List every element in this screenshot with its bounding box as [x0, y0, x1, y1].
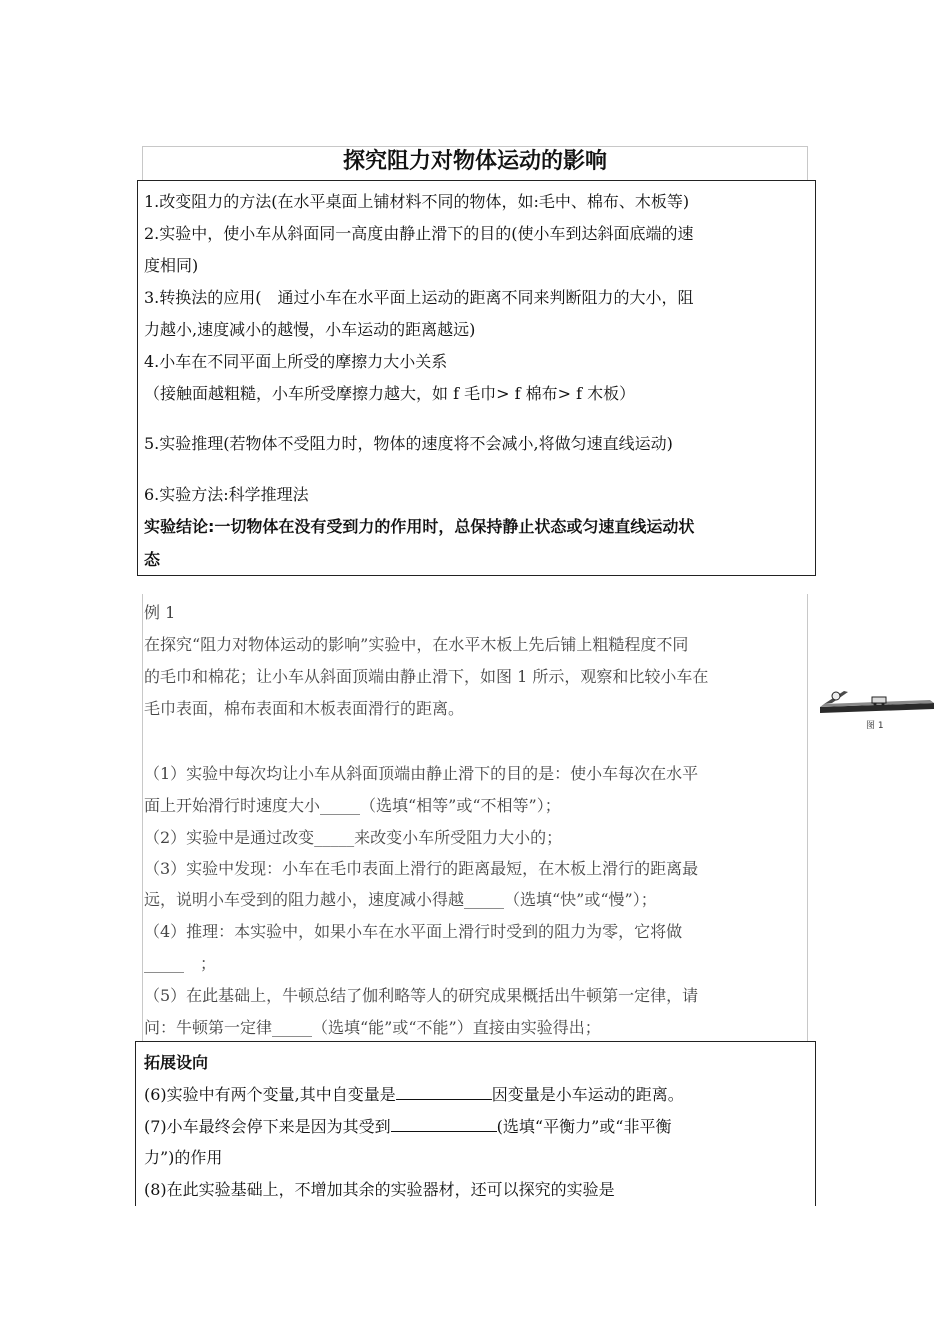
- conclusion-line-2: 态: [144, 550, 161, 569]
- summary-line-9: 6.实验方法:科学推理法: [144, 485, 309, 504]
- example-q1-line-1: （1）实验中每次均让小车从斜面顶端由静止滑下的目的是：使小车每次在水平: [144, 764, 699, 783]
- summary-line-7: （接触面越粗糙，小车所受摩擦力越大，如 f 毛巾> f 棉布> f 木板）: [144, 384, 636, 403]
- summary-line-2: 2.实验中，使小车从斜面同一高度由静止滑下的目的(使小车到达斜面底端的速: [144, 224, 694, 243]
- summary-line-5: 力越小,速度减小的越慢，小车运动的距离越远): [144, 320, 476, 339]
- example-line-1: 在探究“阻力对物体运动的影响”实验中，在水平木板上先后铺上粗糙程度不同: [144, 635, 689, 654]
- example-q4-line-2: _____ ；: [144, 954, 217, 973]
- example-q3-line-2: 远，说明小车受到的阻力越小，速度减小得越_____（选填“快”或“慢”）；: [144, 890, 657, 909]
- example-q4-line-1: （4）推理：本实验中，如果小车在水平面上滑行时受到的阻力为零，它将做: [144, 922, 683, 941]
- example-label: 例 1: [144, 603, 176, 622]
- conclusion-line-1: 实验结论:一切物体在没有受到力的作用时，总保持静止状态或匀速直线运动状: [144, 517, 695, 536]
- example-q5-line-2: 问：牛顿第一定律_____（选填“能”或“不能”）直接由实验得出；: [144, 1018, 601, 1037]
- example-box: [142, 594, 808, 1042]
- page-title: 探究阻力对物体运动的影响: [142, 146, 808, 180]
- q6-blank[interactable]: [396, 1083, 492, 1100]
- summary-line-8: 5.实验推理(若物体不受阻力时，物体的速度将不会减小,将做匀速直线运动): [144, 434, 673, 453]
- example-line-3: 毛巾表面，棉布表面和木板表面滑行的距离。: [144, 699, 465, 718]
- summary-line-3: 度相同): [144, 256, 199, 275]
- summary-line-4: 3.转换法的应用( 通过小车在水平面上运动的距离不同来判断阻力的大小，阻: [144, 288, 694, 307]
- q7-blank[interactable]: [391, 1115, 497, 1132]
- extension-q7-cont: 力”)的作用: [144, 1148, 223, 1167]
- q7-text-b: (选填“平衡力”或“非平衡: [496, 1117, 672, 1136]
- example-q3-line-1: （3）实验中发现：小车在毛巾表面上滑行的距离最短，在木板上滑行的距离最: [144, 859, 699, 878]
- extension-heading: 拓展设向: [144, 1053, 209, 1072]
- summary-line-1: 1.改变阻力的方法(在水平桌面上铺材料不同的物体，如:毛中、棉布、木板等): [144, 192, 690, 211]
- summary-line-6: 4.小车在不同平面上所受的摩擦力大小关系: [144, 352, 448, 371]
- example-q2: （2）实验中是通过改变_____来改变小车所受阻力大小的；: [144, 828, 563, 847]
- example-q5-line-1: （5）在此基础上，牛顿总结了伽利略等人的研究成果概括出牛顿第一定律，请: [144, 986, 699, 1005]
- extension-q8: (8)在此实验基础上，不增加其余的实验器材，还可以探究的实验是: [144, 1180, 615, 1199]
- q6-text-b: 因变量是小车运动的距离。: [491, 1085, 684, 1104]
- q6-text-a: (6)实验中有两个变量,其中自变量是: [144, 1085, 396, 1104]
- example-q1-line-2: 面上开始滑行时速度大小_____（选填“相等”或“不相等”）；: [144, 796, 561, 815]
- figure-1-caption: 图 1: [866, 721, 884, 731]
- extension-q7: [144, 1115, 671, 1138]
- example-line-2: 的毛巾和棉花；让小车从斜面顶端由静止滑下，如图 1 所示，观察和比较小车在: [144, 667, 709, 686]
- q7-text-a: (7)小车最终会停下来是因为其受到: [144, 1117, 391, 1136]
- extension-q6: [144, 1083, 684, 1106]
